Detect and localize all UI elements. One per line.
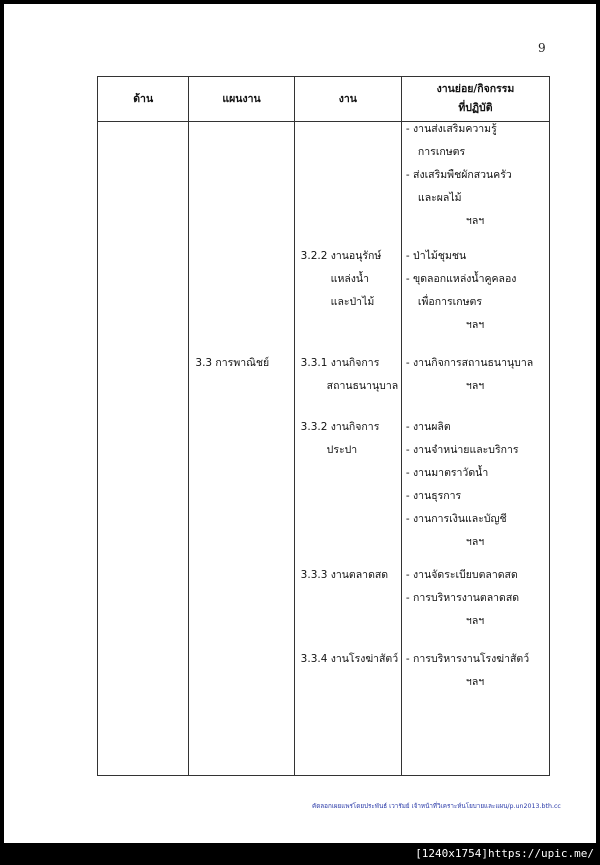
activity-line: - การบริหารงานตลาดสด: [405, 592, 520, 604]
table-row: [98, 122, 550, 776]
table-header-row: [98, 77, 550, 122]
cell-plan: [189, 122, 294, 776]
header-plan: แผนงาน: [189, 77, 294, 122]
header-aspect: ด้าน: [98, 77, 189, 122]
activity-line: - งานการเงินและบัญชี: [405, 513, 507, 525]
header-activity-line2: ที่ปฏิบัติ: [458, 102, 493, 114]
activity-line: - งานกิจการสถานธนานุบาล: [405, 357, 534, 369]
plan-table: [97, 76, 550, 776]
activity-block: [406, 416, 519, 554]
task-block: [301, 564, 388, 587]
activity-line: - ส่งเสริมพืชผักสวนครัว: [405, 169, 512, 181]
activity-line: - ขุดลอกแหล่งน้ำคูคลอง: [405, 273, 517, 285]
cell-task: [294, 122, 401, 776]
activity-line: - งานจัดระเบียบตลาดสด: [405, 569, 518, 581]
task-line: สถานธนานุบาล: [326, 380, 399, 392]
activity-etc: ฯลฯ: [465, 215, 485, 227]
activity-block: [406, 245, 516, 337]
activity-etc: ฯลฯ: [465, 676, 485, 688]
task-block: [301, 648, 398, 671]
document-page: [4, 4, 596, 843]
activity-line: - งานผลิต: [405, 421, 451, 433]
task-block: [301, 245, 382, 314]
activity-line: - งานมาตราวัดน้ำ: [405, 467, 489, 479]
task-line: แหล่งน้ำ: [330, 273, 369, 285]
task-block: [301, 352, 399, 398]
activity-etc: ฯลฯ: [465, 536, 485, 548]
header-task: งาน: [294, 77, 401, 122]
activity-line: - งานจำหน่ายและบริการ: [405, 444, 519, 456]
image-source-badge[interactable]: [1240x1754]https://upic.me/: [411, 845, 598, 863]
activity-line: และผลไม้: [417, 192, 462, 204]
activity-line: - การบริหารงานโรงฆ่าสัตว์: [405, 653, 530, 665]
activity-line: - ป่าไม้ชุมชน: [405, 250, 467, 262]
activity-block: [406, 352, 533, 398]
task-block: [301, 416, 380, 462]
task-line: 3.3.1 งานกิจการ: [300, 357, 380, 369]
task-line: 3.2.2 งานอนุรักษ์: [300, 250, 382, 262]
activity-etc: ฯลฯ: [465, 615, 485, 627]
activity-line: - งานส่งเสริมความรู้: [405, 123, 497, 135]
footer-credit: คัดลอกเผยแพร่โดยประพันธ์ เวารัมย์ เจ้าหน้าที่วิเคราะห์นโยบายและแผน/p.un2013.bth.cc: [312, 803, 561, 810]
activity-line: การเกษตร: [417, 146, 466, 158]
header-activity-line1: งานย่อย/กิจกรรม: [436, 83, 515, 95]
task-line: และป่าไม้: [330, 296, 375, 308]
activity-etc: ฯลฯ: [465, 319, 485, 331]
header-activity: [401, 77, 549, 122]
activity-line: เพื่อการเกษตร: [417, 296, 482, 308]
task-line: 3.3.4 งานโรงฆ่าสัตว์: [300, 653, 399, 665]
plan-item: 3.3 การพาณิชย์: [195, 357, 270, 369]
cell-activity: [401, 122, 549, 776]
activity-block: [406, 648, 529, 694]
page-number: 9: [538, 41, 546, 55]
activity-etc: ฯลฯ: [465, 380, 485, 392]
cell-aspect: [98, 122, 189, 776]
activity-block: [406, 118, 512, 233]
task-line: 3.3.2 งานกิจการ: [300, 421, 380, 433]
activity-block: [406, 564, 519, 633]
activity-line: - งานธุรการ: [405, 490, 462, 502]
task-line: 3.3.3 งานตลาดสด: [300, 569, 389, 581]
task-line: ประปา: [326, 444, 358, 456]
